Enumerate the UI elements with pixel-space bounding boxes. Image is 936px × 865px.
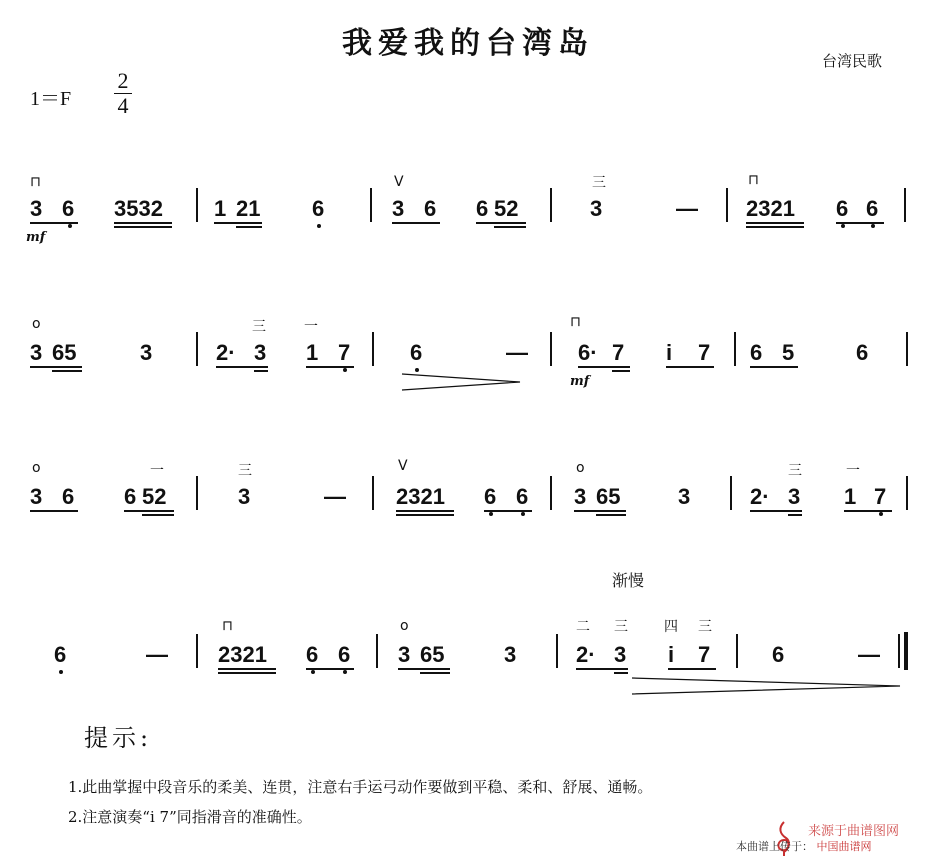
note: 3 [614, 642, 627, 667]
beam [30, 366, 82, 368]
note: 6 [484, 484, 497, 509]
beam [218, 668, 276, 670]
beam [614, 672, 628, 674]
note: 3 [30, 484, 43, 509]
low-octave-dot [521, 512, 525, 516]
note: 7 [338, 340, 351, 365]
decrescendo-hairpin [400, 372, 524, 394]
fingering-mark: 二 [576, 619, 590, 635]
note: 3 [254, 340, 267, 365]
beam [746, 222, 804, 224]
dash: — [676, 196, 698, 221]
beam [668, 668, 716, 670]
note: i [666, 340, 673, 365]
final-barline-thin [898, 634, 900, 668]
dash: — [858, 642, 880, 667]
note: 6 [306, 642, 319, 667]
barline [726, 188, 728, 222]
tip-item: 1.此曲掌握中段音乐的柔美、连贯，注意右手运弓动作要做到平稳、柔和、舒展、通畅。 [68, 778, 653, 796]
note: 3532 [114, 196, 163, 221]
downbow-mark: ⊓ [30, 174, 41, 190]
low-octave-dot [68, 224, 72, 228]
note: 65 [52, 340, 77, 365]
dynamic-mf: mf [570, 374, 590, 389]
beam [574, 510, 626, 512]
footer-upload-note [736, 838, 872, 854]
beam [750, 366, 798, 368]
note: 6 [866, 196, 879, 221]
dash: — [146, 642, 168, 667]
barline [904, 188, 906, 222]
beam [398, 668, 450, 670]
upbow-mark: V [398, 458, 408, 474]
note: 3 [590, 196, 603, 221]
note: 6 [836, 196, 849, 221]
beam [788, 514, 802, 516]
note: 2· [750, 484, 770, 509]
time-sig-bottom: 4 [117, 93, 129, 118]
note: 2· [576, 642, 596, 667]
low-octave-dot [489, 512, 493, 516]
note: 3 [30, 196, 43, 221]
footer-site-name: 中国曲谱网 [816, 840, 872, 853]
note: i [668, 642, 675, 667]
open-string-mark: o [400, 618, 409, 634]
beam [124, 510, 174, 512]
beam [236, 226, 262, 228]
beam [218, 672, 276, 674]
open-string-mark: o [576, 460, 585, 476]
note: 3 [238, 484, 251, 509]
note: 2321 [746, 196, 795, 221]
downbow-mark: ⊓ [748, 172, 759, 188]
barline [196, 332, 198, 366]
downbow-mark: ⊓ [570, 314, 581, 330]
note: 7 [874, 484, 887, 509]
beam [484, 510, 532, 512]
beam [30, 222, 78, 224]
barline [196, 476, 198, 510]
note: 3 [398, 642, 411, 667]
beam [114, 226, 172, 228]
staff-row-1 [0, 172, 936, 316]
beam [750, 510, 802, 512]
note: 6 [338, 642, 351, 667]
time-signature [114, 70, 132, 117]
barline [372, 332, 374, 366]
open-string-mark: o [32, 316, 41, 332]
note: 2· [216, 340, 236, 365]
fingering-mark: 三 [698, 619, 712, 635]
score-title: 我爱我的台湾岛 [342, 26, 594, 61]
note: 3 [574, 484, 587, 509]
barline [730, 476, 732, 510]
fingering-mark: 四 [664, 619, 678, 635]
footer-upload-label: 本曲谱上传于： [736, 840, 813, 853]
note: 6· [578, 340, 598, 365]
tips-heading: 提示: [84, 724, 153, 752]
beam [214, 222, 262, 224]
note: 6 [62, 196, 75, 221]
note: 6 [772, 642, 785, 667]
note: 6 [424, 196, 437, 221]
beam [576, 668, 628, 670]
note: 1 [214, 196, 227, 221]
note: 3 [392, 196, 405, 221]
beam [420, 672, 450, 674]
open-string-mark: o [32, 460, 41, 476]
barline [550, 332, 552, 366]
low-octave-dot [59, 670, 63, 674]
note: 3 [30, 340, 43, 365]
note: 6 [312, 196, 325, 221]
note: 6 [54, 642, 67, 667]
barline [556, 634, 558, 668]
note: 21 [236, 196, 261, 221]
note: 3 [504, 642, 517, 667]
fingering-mark: 三 [788, 463, 802, 479]
barline [196, 634, 198, 668]
beam [114, 222, 172, 224]
fingering-mark: 三 [238, 463, 252, 479]
note: 7 [612, 340, 625, 365]
barline [906, 476, 908, 510]
note: 3 [140, 340, 153, 365]
note: 2321 [218, 642, 267, 667]
tip-item: 2.注意演奏“i 7”同指滑音的准确性。 [68, 808, 312, 826]
note: 6 [62, 484, 75, 509]
low-octave-dot [879, 512, 883, 516]
note: 6 [516, 484, 529, 509]
barline [372, 476, 374, 510]
barline [906, 332, 908, 366]
note: 52 [142, 484, 167, 509]
beam [142, 514, 174, 516]
low-octave-dot [343, 368, 347, 372]
beam [494, 226, 526, 228]
beam [52, 370, 82, 372]
beam [612, 370, 630, 372]
fingering-mark: 三 [252, 319, 266, 335]
note: 6 [856, 340, 869, 365]
low-octave-dot [311, 670, 315, 674]
beam [476, 222, 526, 224]
beam [746, 226, 804, 228]
note: 1 [306, 340, 319, 365]
upbow-mark: V [394, 174, 404, 190]
key-signature: 1＝F [30, 88, 72, 110]
note: 65 [596, 484, 621, 509]
staff-row-2 [0, 314, 936, 460]
composer-credit: 台湾民歌 [822, 52, 883, 70]
fingering-mark: 一 [304, 319, 318, 335]
barline [550, 476, 552, 510]
watermark-source: 来源于曲谱图网 [808, 824, 900, 839]
fingering-mark: 三 [592, 175, 606, 191]
barline [196, 188, 198, 222]
note: 6 [410, 340, 423, 365]
beam [306, 366, 354, 368]
barline [734, 332, 736, 366]
barline [550, 188, 552, 222]
note: 3 [678, 484, 691, 509]
dynamic-mf: mf [26, 230, 46, 245]
low-octave-dot [343, 670, 347, 674]
beam [396, 514, 454, 516]
note: 6 [476, 196, 489, 221]
beam [392, 222, 440, 224]
beam [254, 370, 268, 372]
barline [376, 634, 378, 668]
time-sig-top: 2 [117, 68, 129, 93]
beam [836, 222, 884, 224]
note: 7 [698, 340, 711, 365]
note: 6 [124, 484, 137, 509]
beam [306, 668, 354, 670]
note: 65 [420, 642, 445, 667]
barline [370, 188, 372, 222]
fingering-mark: 三 [614, 619, 628, 635]
low-octave-dot [317, 224, 321, 228]
low-octave-dot [841, 224, 845, 228]
dash: — [506, 340, 528, 365]
beam [844, 510, 892, 512]
beam [578, 366, 630, 368]
note: 7 [698, 642, 711, 667]
fingering-mark: 一 [150, 463, 164, 479]
decrescendo-hairpin [630, 676, 904, 698]
barline [736, 634, 738, 668]
staff-row-3 [0, 458, 936, 604]
note: 52 [494, 196, 519, 221]
beam [666, 366, 714, 368]
note: 6 [750, 340, 763, 365]
beam [396, 510, 454, 512]
fingering-mark: 一 [846, 463, 860, 479]
note: 1 [844, 484, 857, 509]
beam [596, 514, 626, 516]
tempo-marking: 渐慢 [612, 571, 645, 590]
note: 3 [788, 484, 801, 509]
low-octave-dot [871, 224, 875, 228]
beam [30, 510, 78, 512]
downbow-mark: ⊓ [222, 618, 233, 634]
note: 5 [782, 340, 795, 365]
dash: — [324, 484, 346, 509]
note: 2321 [396, 484, 445, 509]
beam [216, 366, 268, 368]
final-barline-thick [904, 632, 908, 670]
